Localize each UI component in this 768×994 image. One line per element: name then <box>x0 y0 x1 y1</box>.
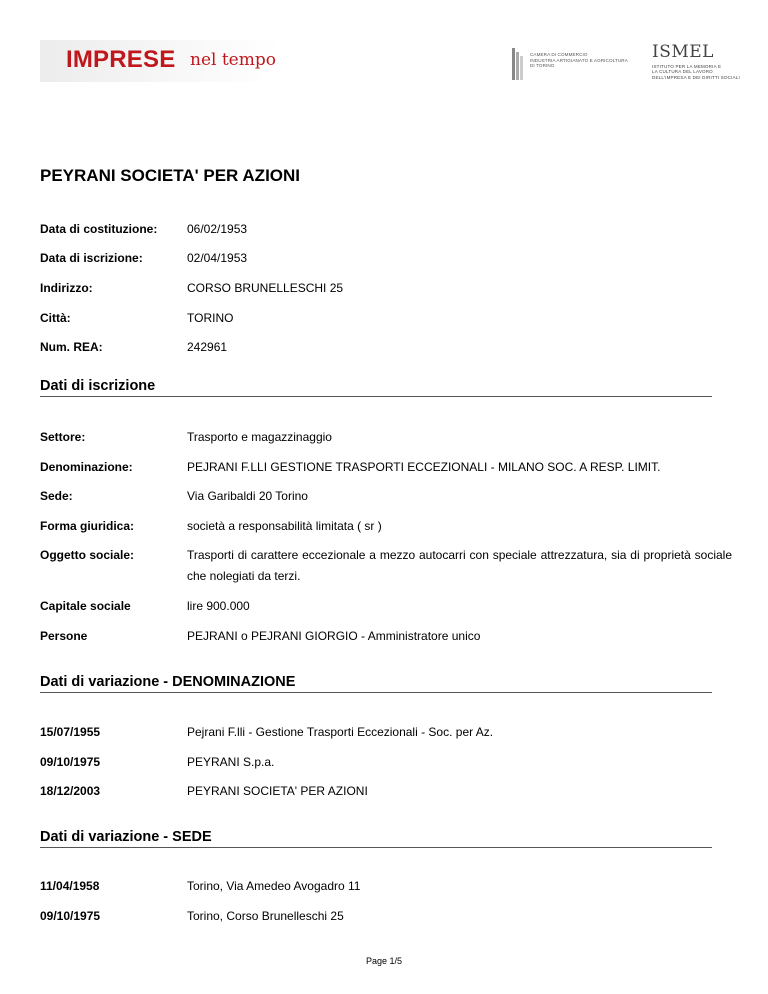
field-label: Persone <box>40 629 88 643</box>
field-value: CORSO BRUNELLESCHI 25 <box>187 281 344 295</box>
section-heading-variazione-sede: Dati di variazione - SEDE <box>40 829 712 848</box>
ismel-logo-word: ISMEL <box>652 42 714 62</box>
field-value: Trasporti di carattere eccezionale a mezzo autocarri con speciale attrezzatura, sia di proprietà sociale che nolegiati da terzi. <box>187 548 732 583</box>
field-label: Capitale sociale <box>40 599 131 613</box>
logo-word-imprese: IMPRESE <box>66 46 176 73</box>
field-value: 02/04/1953 <box>187 251 248 265</box>
variazione-date: 18/12/2003 <box>40 784 101 798</box>
company-name-title: PEYRANI SOCIETA' PER AZIONI <box>40 166 301 185</box>
field-value: TORINO <box>187 311 234 325</box>
camera-emblem-icon <box>512 48 524 80</box>
variazione-value: PEYRANI SOCIETA' PER AZIONI <box>187 784 368 798</box>
field-label: Oggetto sociale: <box>40 548 135 562</box>
field-label: Forma giuridica: <box>40 519 135 533</box>
page-number: Page 1/5 <box>365 956 403 966</box>
field-label: Città: <box>40 311 71 325</box>
variazione-date: 15/07/1955 <box>40 725 101 739</box>
variazione-date: 09/10/1975 <box>40 909 101 923</box>
field-label: Data di iscrizione: <box>40 251 143 265</box>
field-label: Num. REA: <box>40 340 103 354</box>
field-value: 242961 <box>187 340 228 354</box>
camera-logo-text: CAMERA DI COMMERCIO INDUSTRIA ARTIGIANATO E AGRICOLTURA DI TORINO <box>530 52 628 69</box>
variazione-value: PEYRANI S.p.a. <box>187 755 275 769</box>
field-value: PEJRANI F.LLI GESTIONE TRASPORTI ECCEZIONALI - MILANO SOC. A RESP. LIMIT. <box>187 460 661 474</box>
camera-di-commercio-logo <box>512 48 632 88</box>
field-value: lire 900.000 <box>187 599 250 613</box>
logo-word-nel-tempo: nel tempo <box>190 50 276 70</box>
variazione-date: 09/10/1975 <box>40 755 101 769</box>
field-value: PEJRANI o PEJRANI GIORGIO - Amministratore unico <box>187 629 481 643</box>
variazione-value: Torino, Corso Brunelleschi 25 <box>187 909 344 923</box>
section-heading-variazione-denominazione: Dati di variazione - DENOMINAZIONE <box>40 674 712 693</box>
field-label: Denominazione: <box>40 460 133 474</box>
field-label: Settore: <box>40 430 86 444</box>
field-value: Trasporto e magazzinaggio <box>187 430 332 444</box>
variazione-date: 11/04/1958 <box>40 879 100 893</box>
field-label: Indirizzo: <box>40 281 93 295</box>
field-value: Via Garibaldi 20 Torino <box>187 489 308 503</box>
field-value: società a responsabilità limitata ( sr ) <box>187 519 382 533</box>
field-label: Sede: <box>40 489 73 503</box>
imprese-nel-tempo-logo <box>40 36 286 86</box>
ismel-logo-text: ISTITUTO PER LA MEMORIA E LA CULTURA DEL LAVORO DELL'IMPRESA E DEI DIRITTI SOCIALI <box>652 64 740 80</box>
ismel-logo <box>648 42 760 86</box>
field-label: Data di costituzione: <box>40 222 158 236</box>
section-heading-iscrizione: Dati di iscrizione <box>40 378 712 397</box>
field-value: 06/02/1953 <box>187 222 248 236</box>
variazione-value: Torino, Via Amedeo Avogadro 11 <box>187 879 361 893</box>
variazione-value: Pejrani F.lli - Gestione Trasporti Eccezionali - Soc. per Az. <box>187 725 494 739</box>
